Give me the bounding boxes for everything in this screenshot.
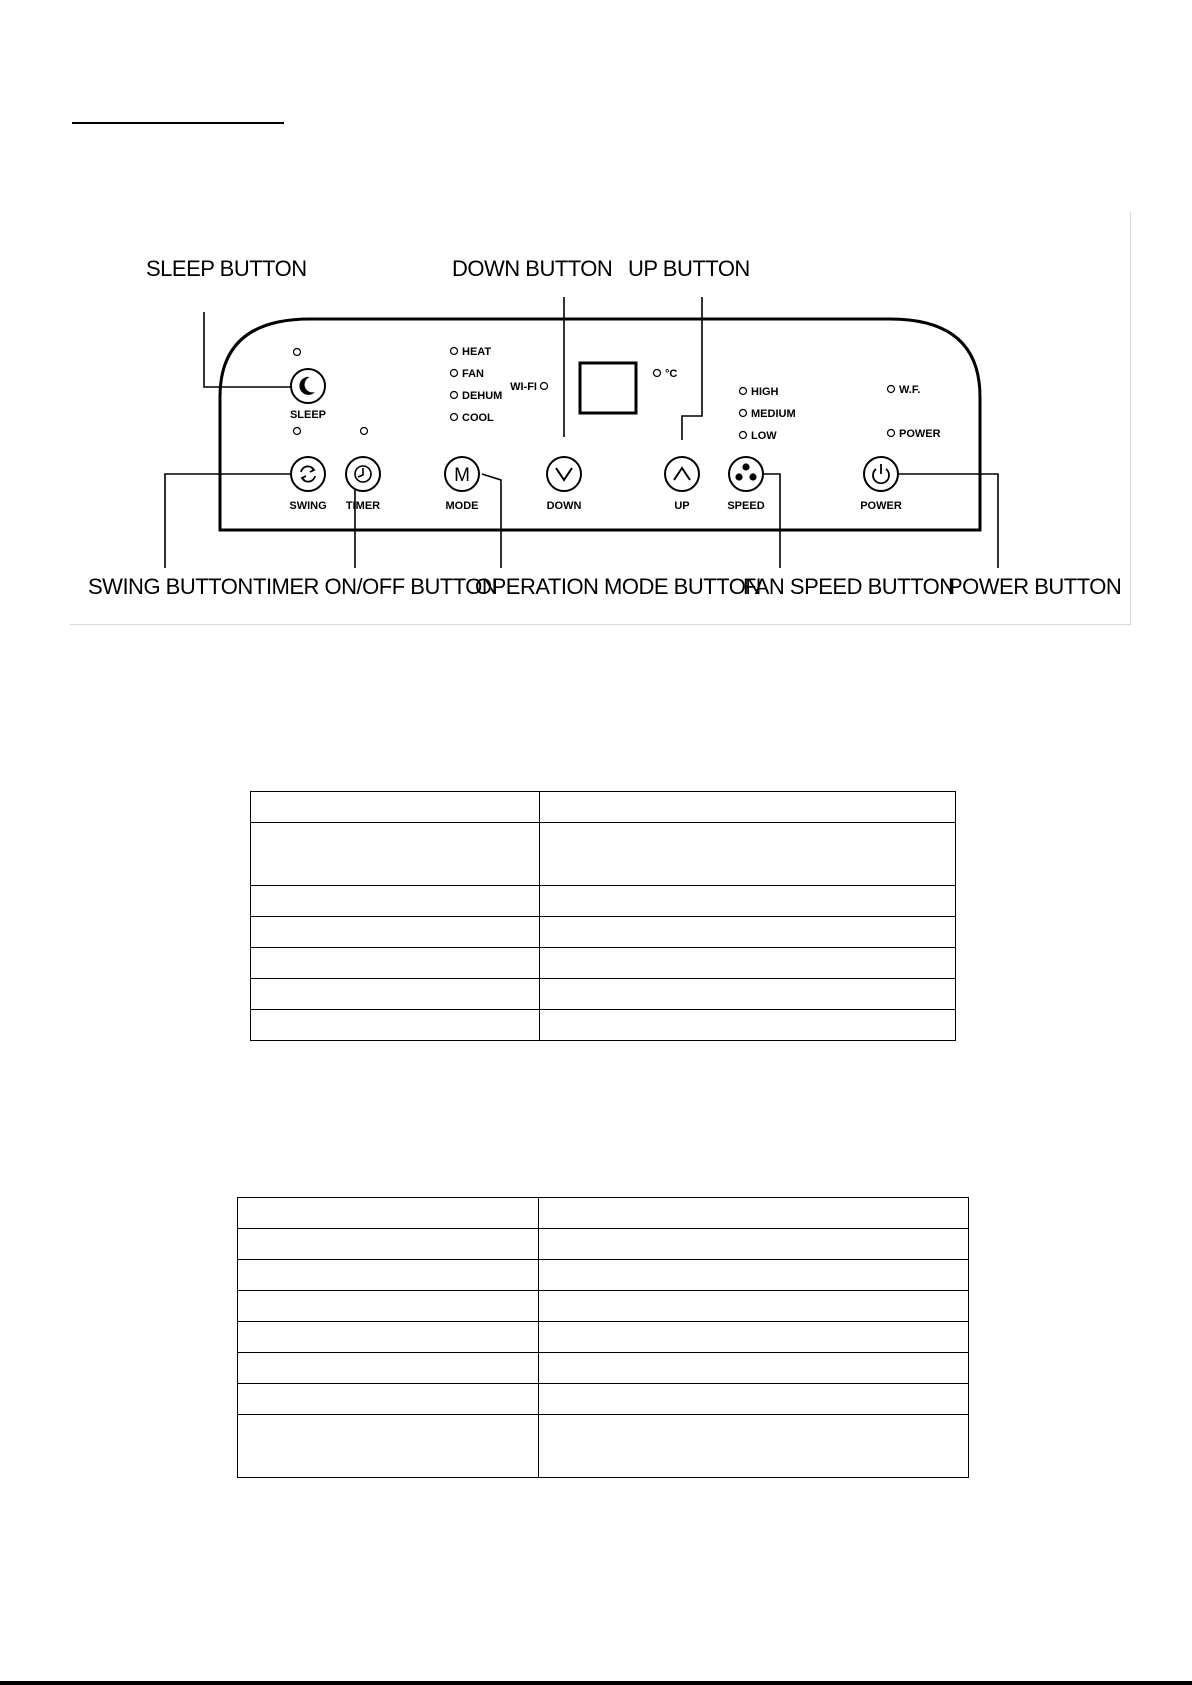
spec-table-1 (250, 791, 956, 1041)
callout-timer-button: TIMER ON/OFF BUTTON (253, 574, 498, 599)
table-cell (251, 979, 540, 1010)
callout-sleep-button: SLEEP BUTTON (146, 256, 307, 281)
swing-button-label: SWING (289, 500, 327, 512)
celsius-indicator-led (654, 370, 661, 377)
power-button-label: POWER (860, 500, 902, 512)
sleep-button[interactable] (291, 369, 325, 403)
up-button-label: UP (674, 500, 690, 512)
table-row (251, 917, 956, 948)
speed-button-label: SPEED (727, 500, 765, 512)
table-cell (251, 917, 540, 948)
down-button[interactable] (547, 457, 581, 491)
table-cell (540, 948, 956, 979)
down-button-label: DOWN (546, 500, 582, 512)
mode-glyph: M (454, 465, 470, 486)
callout-speed-button: FAN SPEED BUTTON (743, 574, 955, 599)
leader-lines (165, 297, 998, 568)
leader-power (898, 474, 998, 568)
timer-button[interactable] (346, 457, 380, 491)
callout-up-button: UP BUTTON (628, 256, 750, 281)
table-row (238, 1384, 969, 1415)
leader-swing (165, 474, 296, 568)
table-cell (540, 792, 956, 823)
indicator-high: HIGH (751, 386, 779, 398)
sleep-indicator-led (294, 349, 301, 356)
table-cell (539, 1322, 969, 1353)
table-row (251, 823, 956, 886)
table-row (251, 979, 956, 1010)
heading-underline (72, 122, 284, 124)
table-row (251, 886, 956, 917)
table-cell (251, 823, 540, 886)
swing-indicator-led (294, 428, 301, 435)
table-row (238, 1260, 969, 1291)
control-panel-svg (70, 212, 1130, 624)
temperature-display (580, 363, 636, 413)
table-cell (539, 1291, 969, 1322)
indicator-wf: W.F. (899, 384, 921, 396)
panel-outline (220, 319, 980, 530)
table-cell (251, 792, 540, 823)
indicator-heat: HEAT (462, 346, 492, 358)
swing-button[interactable] (291, 457, 325, 491)
indicator-power: POWER (899, 428, 941, 440)
mode-button-label: MODE (445, 500, 479, 512)
callout-power-button: POWER BUTTON (948, 574, 1122, 599)
timer-indicator-led (361, 428, 368, 435)
callout-mode-button: OPERATION MODE BUTTON (475, 574, 761, 599)
callout-swing-button: SWING BUTTON (88, 574, 253, 599)
table-row (251, 792, 956, 823)
indicator-celsius: °C (665, 368, 678, 380)
table-row (238, 1291, 969, 1322)
table-row (238, 1322, 969, 1353)
indicator-fan: FAN (462, 368, 484, 380)
table-cell (540, 886, 956, 917)
callout-down-button: DOWN BUTTON (452, 256, 613, 281)
indicator-cool: COOL (462, 412, 494, 424)
table-cell (238, 1384, 539, 1415)
table-cell (539, 1229, 969, 1260)
table-cell (251, 948, 540, 979)
leader-speed (763, 474, 780, 568)
table-cell (539, 1198, 969, 1229)
leader-mode (482, 474, 501, 568)
timer-button-label: TIMER (345, 500, 381, 512)
table-cell (251, 1010, 540, 1041)
table-cell (539, 1260, 969, 1291)
indicator-wifi: WI-FI (510, 381, 537, 393)
table-cell (540, 917, 956, 948)
table-cell (238, 1291, 539, 1322)
table-cell (238, 1260, 539, 1291)
speed-button[interactable] (729, 457, 763, 491)
table-row (251, 948, 956, 979)
table-cell (238, 1322, 539, 1353)
table-cell (238, 1229, 539, 1260)
leader-sleep (204, 312, 295, 387)
table-cell (539, 1353, 969, 1384)
table-row (238, 1198, 969, 1229)
wifi-indicator-led (541, 383, 548, 390)
mode-button[interactable] (445, 457, 479, 491)
indicator-dehum: DEHUM (462, 390, 503, 402)
table-cell (238, 1198, 539, 1229)
control-panel-diagram (70, 212, 1131, 625)
wf-indicator-led (888, 386, 895, 393)
bottom-rule (0, 1681, 1192, 1685)
table-cell (539, 1415, 969, 1478)
mode-indicator-list (451, 346, 503, 424)
table-cell (539, 1384, 969, 1415)
table-cell (540, 1010, 956, 1041)
table-cell (540, 979, 956, 1010)
table-row (251, 1010, 956, 1041)
table-cell (238, 1415, 539, 1478)
table-cell (238, 1353, 539, 1384)
power-button[interactable] (864, 457, 898, 491)
indicator-medium: MEDIUM (751, 408, 796, 420)
power-indicator-led (888, 430, 895, 437)
table-cell (251, 886, 540, 917)
speed-indicator-list (740, 386, 796, 442)
sleep-button-label: SLEEP (289, 409, 327, 421)
table-row (238, 1229, 969, 1260)
spec-table-2 (237, 1197, 969, 1478)
table-row (238, 1353, 969, 1384)
indicator-low: LOW (751, 430, 777, 442)
table-row (238, 1415, 969, 1478)
table-cell (540, 823, 956, 886)
up-button[interactable] (665, 457, 699, 491)
